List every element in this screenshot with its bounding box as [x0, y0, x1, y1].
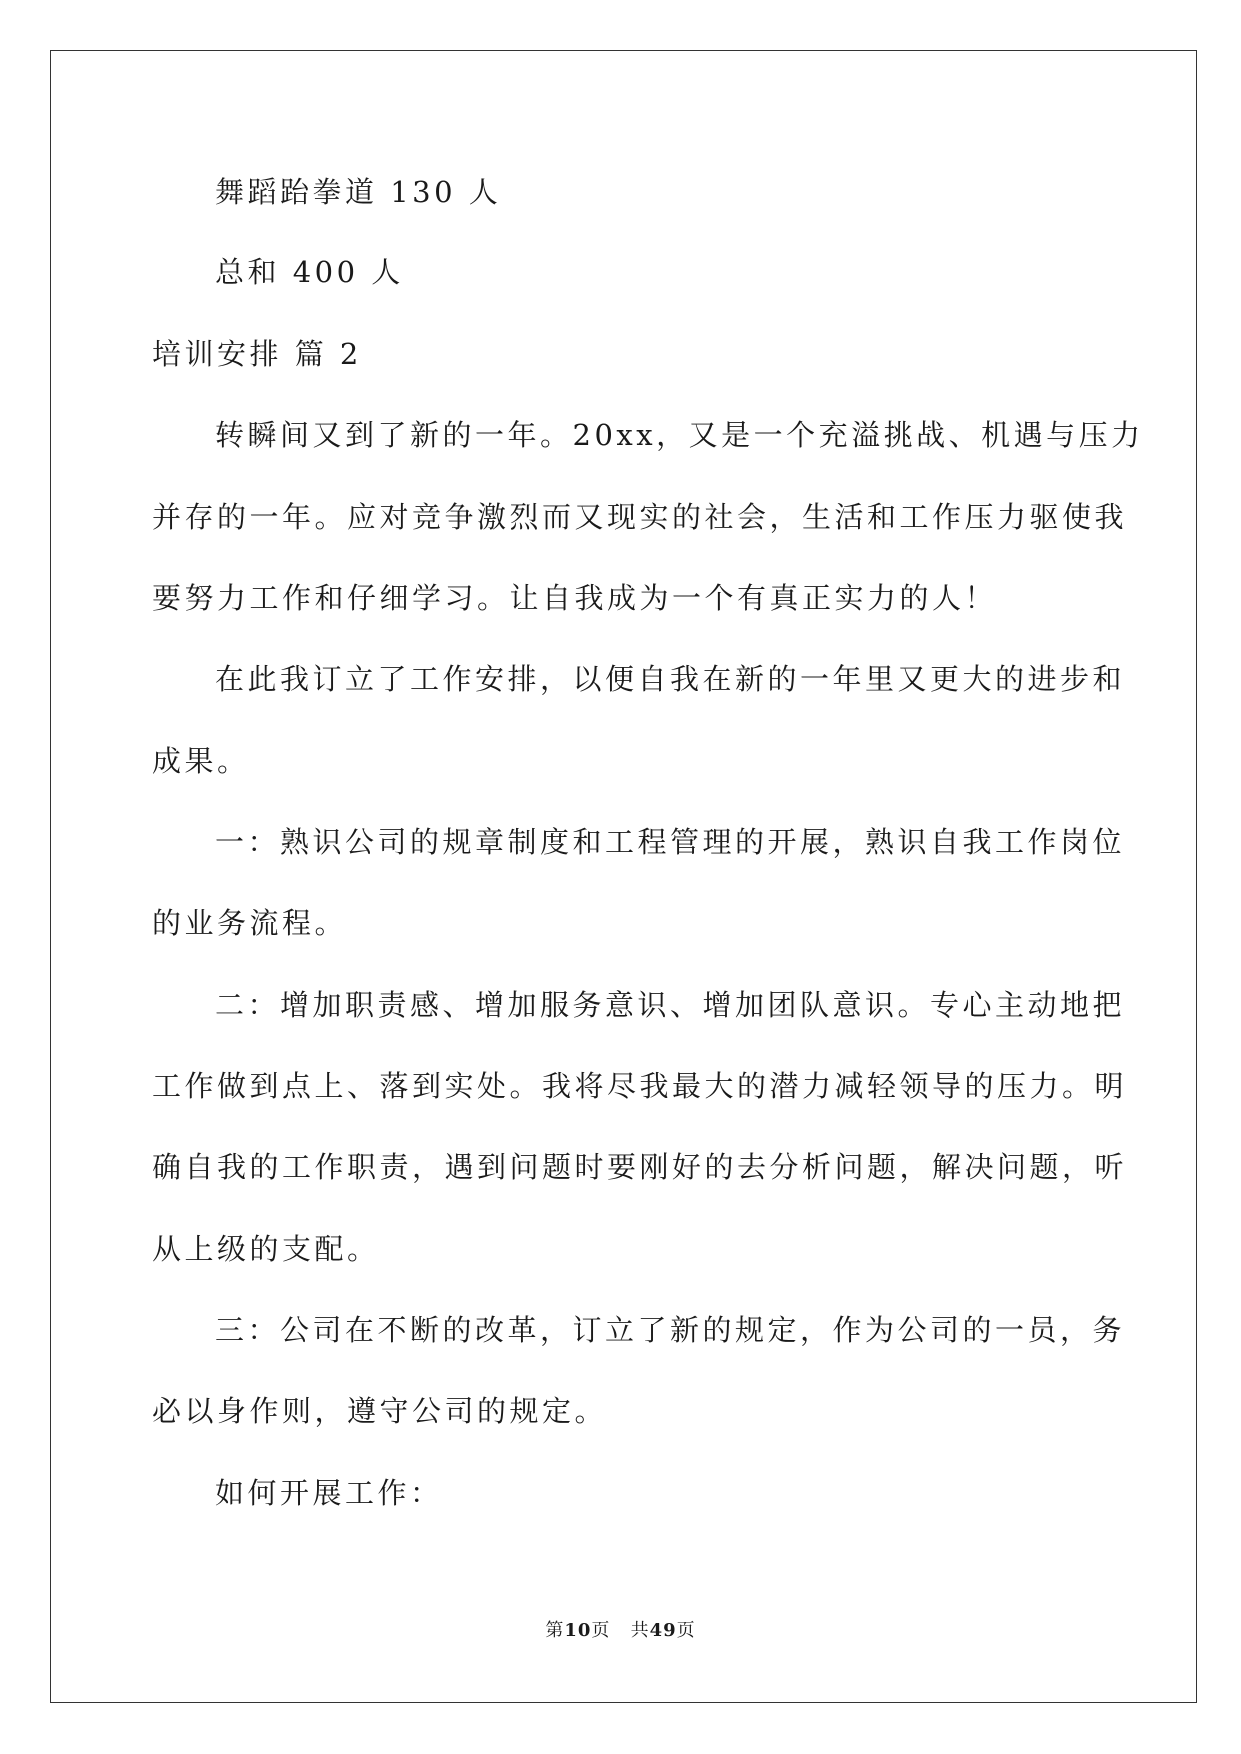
text-line: 转瞬间又到了新的一年。20xx，又是一个充溢挑战、机遇与压力 — [215, 418, 1144, 452]
text-line: 并存的一年。应对竞争激烈而又现实的社会，生活和工作压力驱使我 — [152, 500, 1128, 534]
text-line: 二：增加职责感、增加服务意识、增加团队意识。专心主动地把 — [215, 988, 1126, 1022]
text-line: 在此我订立了工作安排，以便自我在新的一年里又更大的进步和 — [215, 662, 1126, 696]
text-line: 成果。 — [152, 744, 250, 778]
total-prefix: 共 — [630, 1620, 650, 1641]
page-prefix: 第 — [545, 1620, 565, 1641]
page-suffix: 页 — [591, 1620, 611, 1641]
text-line: 一：熟识公司的规章制度和工程管理的开展，熟识自我工作岗位 — [215, 825, 1126, 859]
text-line: 确自我的工作职责，遇到问题时要刚好的去分析问题，解决问题，听 — [152, 1150, 1128, 1184]
text-line: 工作做到点上、落到实处。我将尽我最大的潜力减轻领导的压力。明 — [152, 1069, 1128, 1103]
total-pages: 49 — [649, 1620, 677, 1641]
page-footer — [0, 1619, 1241, 1643]
text-line: 舞蹈跆拳道 130 人 — [215, 175, 502, 209]
text-line: 总和 400 人 — [215, 255, 404, 289]
text-line: 如何开展工作： — [215, 1476, 443, 1510]
text-line: 要努力工作和仔细学习。让自我成为一个有真正实力的人！ — [152, 581, 998, 615]
text-line: 从上级的支配。 — [152, 1232, 380, 1266]
page-number: 10 — [564, 1620, 592, 1641]
section-heading: 培训安排 篇 2 — [152, 337, 362, 371]
text-line: 三：公司在不断的改革，订立了新的规定，作为公司的一员，务 — [215, 1313, 1126, 1347]
text-line: 的业务流程。 — [152, 906, 348, 940]
total-suffix: 页 — [676, 1620, 696, 1641]
page-frame — [50, 50, 1197, 1703]
text-line: 必以身作则，遵守公司的规定。 — [152, 1394, 608, 1428]
